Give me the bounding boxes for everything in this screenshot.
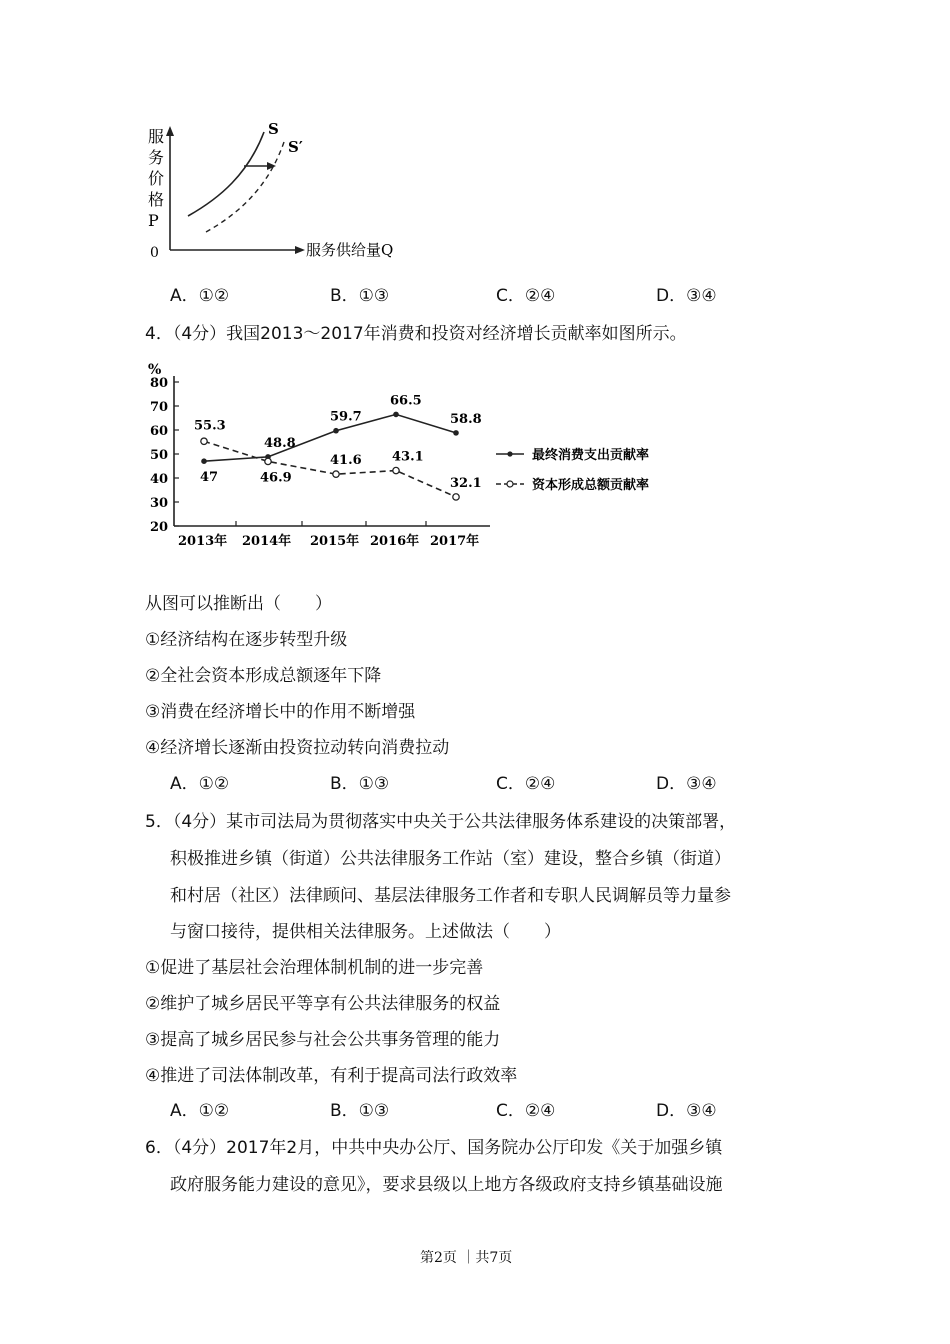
contribution-line-chart <box>140 358 680 558</box>
y-tick-label: 70 <box>150 400 169 415</box>
q5-option-d: D．③④ <box>656 1101 717 1121</box>
q5-item-4: ④推进了司法体制改革，有利于提高司法行政效率 <box>145 1066 518 1086</box>
y-tick-label: 40 <box>150 472 169 487</box>
data-label: 59.7 <box>330 409 362 425</box>
y-tick-label: 30 <box>150 496 169 511</box>
y-axis-label-char: 服 <box>148 127 165 146</box>
q5-option-b: B．①③ <box>330 1101 390 1121</box>
x-axis-label: 服务供给量Q <box>306 241 394 259</box>
q4-stem: 4．（4分）我国2013～2017年消费和投资对经济增长贡献率如图所示。 <box>145 324 687 344</box>
data-point <box>333 428 339 434</box>
q4-item-4: ④经济增长逐渐由投资拉动转向消费拉动 <box>145 738 450 758</box>
data-label: 58.8 <box>450 411 482 427</box>
y-tick-label: 50 <box>150 448 169 463</box>
curve-s <box>188 132 264 216</box>
data-point <box>265 458 271 464</box>
data-point <box>201 458 207 464</box>
curve-s-prime-label: S′ <box>288 138 303 156</box>
y-axis-label-char: 格 <box>148 190 165 209</box>
y-axis-label-char: 价 <box>148 169 165 188</box>
q3-option-d: D．③④ <box>656 286 717 306</box>
q4-item-3: ③消费在经济增长中的作用不断增强 <box>145 702 416 722</box>
q5-option-a: A．①② <box>170 1101 230 1121</box>
q3-option-c: C．②④ <box>496 286 556 306</box>
q3-option-a: A．①② <box>170 286 230 306</box>
q5-item-1: ①促进了基层社会治理体制机制的进一步完善 <box>145 958 484 978</box>
x-tick-label: 2013年 <box>178 534 228 549</box>
origin-label: 0 <box>150 245 159 261</box>
legend-marker <box>507 451 512 456</box>
q5-stem-line-4: 与窗口接待，提供相关法律服务。上述做法（ ） <box>170 922 561 942</box>
q4-prompt: 从图可以推断出（ ） <box>145 594 332 614</box>
data-label: 55.3 <box>194 418 226 434</box>
data-label: 46.9 <box>260 470 292 486</box>
q5-item-2: ②维护了城乡居民平等享有公共法律服务的权益 <box>145 994 501 1014</box>
data-point <box>453 494 459 500</box>
data-label: 43.1 <box>392 449 424 465</box>
q3-option-b: B．①③ <box>330 286 390 306</box>
q4-item-2: ②全社会资本形成总额逐年下降 <box>145 666 382 686</box>
q5-stem-line-2: 积极推进乡镇（街道）公共法律服务工作站（室）建设，整合乡镇（街道） <box>170 849 731 869</box>
q4-option-a: A．①② <box>170 774 230 794</box>
x-tick-label: 2017年 <box>430 534 480 549</box>
data-point <box>333 471 339 477</box>
y-unit-label: % <box>148 362 162 378</box>
q5-stem-line-1: 5．（4分）某市司法局为贯彻落实中央关于公共法律服务体系建设的决策部署， <box>145 812 737 832</box>
data-label: 47 <box>200 470 219 486</box>
q5-item-3: ③提高了城乡居民参与社会公共事务管理的能力 <box>145 1030 501 1050</box>
data-point <box>453 430 459 436</box>
page-footer: 第2页 ｜共7页 <box>420 1250 513 1266</box>
legend-label: 最终消费支出贡献率 <box>532 448 650 463</box>
data-point <box>201 438 207 444</box>
data-label: 48.8 <box>264 435 296 451</box>
y-tick-label: 60 <box>150 424 169 439</box>
q4-item-1: ①经济结构在逐步转型升级 <box>145 630 348 650</box>
data-label: 32.1 <box>450 475 482 491</box>
x-tick-label: 2015年 <box>310 534 360 549</box>
y-axis-label-char: P <box>148 211 159 230</box>
x-tick-label: 2014年 <box>242 534 292 549</box>
x-axis-arrow <box>295 246 305 254</box>
curve-s-label: S <box>268 120 279 138</box>
curve-s-prime <box>206 142 284 232</box>
y-tick-label: 80 <box>150 376 169 391</box>
q4-option-b: B．①③ <box>330 774 390 794</box>
supply-curve-figure <box>140 118 430 268</box>
data-point <box>393 467 399 473</box>
q4-option-d: D．③④ <box>656 774 717 794</box>
y-axis-label-char: 务 <box>148 148 165 167</box>
x-tick-label: 2016年 <box>370 534 420 549</box>
q5-option-c: C．②④ <box>496 1101 556 1121</box>
q5-stem-line-3: 和村居（社区）法律顾问、基层法律服务工作者和专职人民调解员等力量参 <box>170 886 731 906</box>
y-axis-label <box>148 127 164 230</box>
y-tick-label: 20 <box>150 520 169 535</box>
q6-stem-line-2: 政府服务能力建设的意见》，要求县级以上地方各级政府支持乡镇基础设施 <box>170 1175 723 1195</box>
data-point <box>393 412 399 418</box>
q4-option-c: C．②④ <box>496 774 556 794</box>
data-label: 66.5 <box>390 393 422 409</box>
data-label: 41.6 <box>330 453 362 469</box>
y-axis-arrow <box>166 126 174 136</box>
q6-stem-line-1: 6．（4分）2017年2月，中共中央办公厅、国务院办公厅印发《关于加强乡镇 <box>145 1138 723 1158</box>
legend-marker <box>507 481 513 487</box>
legend-label: 资本形成总额贡献率 <box>532 478 650 493</box>
